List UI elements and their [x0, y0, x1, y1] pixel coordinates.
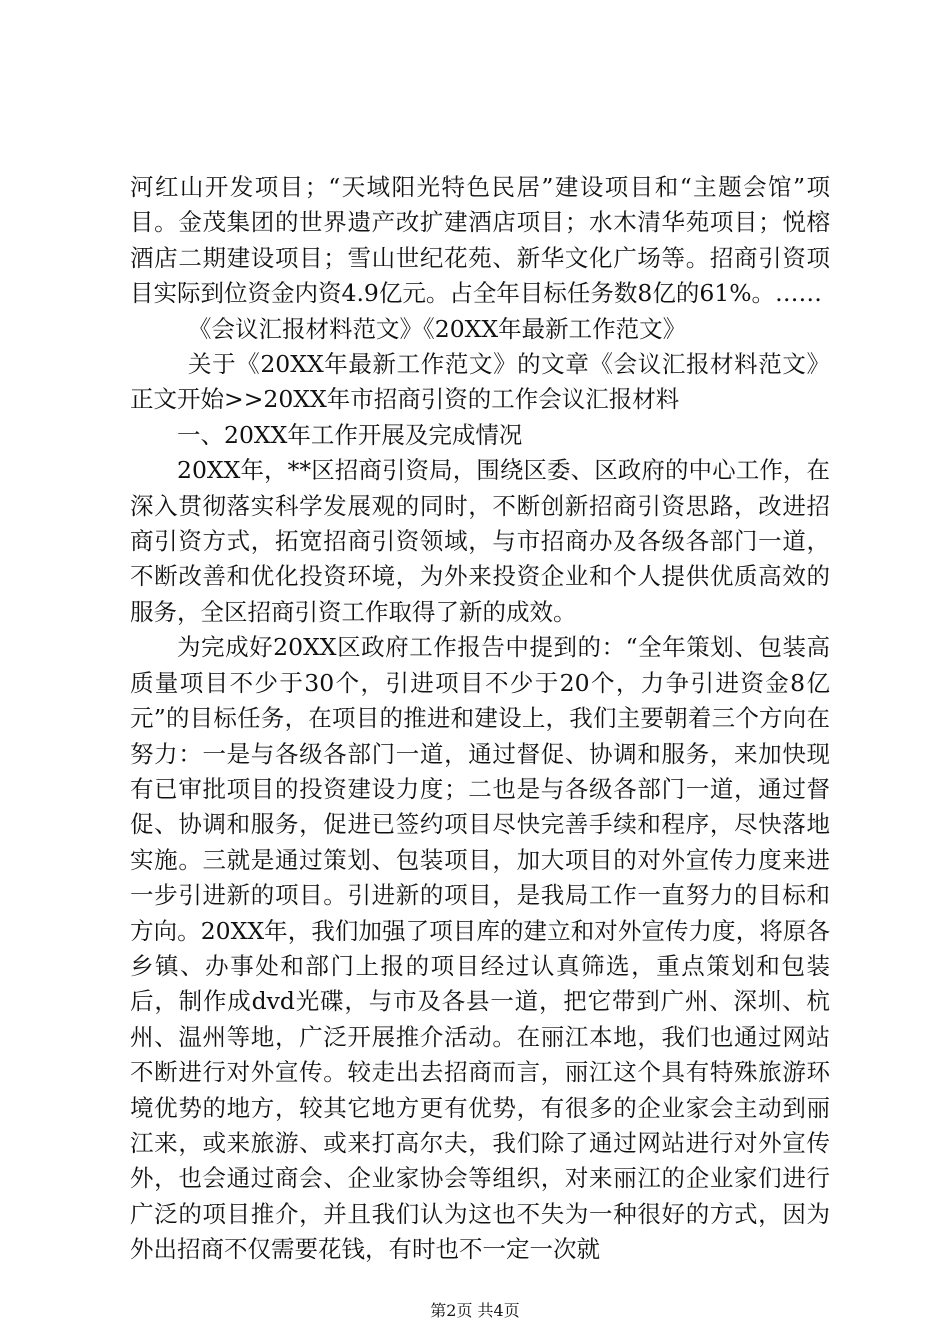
- paragraph-overview: 20XX年，**区招商引资局，围绕区委、区政府的中心工作，在深入贯彻落实科学发展观的同时，不断创新招商引资思路，改进招商引资方式，拓宽招商引资领域，与市招商办及各级各部门一道，不断改善和优化投资环境，为外来投资企业和个人提供优质高效的服务，全区招商引资工作取得了新的成效。: [130, 456, 830, 626]
- document-body: [130, 170, 830, 1268]
- paragraph-details: 为完成好20XX区政府工作报告中提到的：“全年策划、包装高质量项目不少于30个，引进项目不少于20个，力争引进资金8亿元”的目标任务，在项目的推进和建设上，我们主要朝着三个方向在努力：一是与各级各部门一道，通过督促、协调和服务，来加快现有已审批项目的投资建设力度；二也是与各级各部门一道，通过督促、协调和服务，促进已签约项目尽快完善手续和程序，尽快落地实施。三就是通过策划、包装项目，加大项目的对外宣传力度来进一步引进新的项目。引进新的项目，是我局工作一直努力的目标和方向。20XX年，我们加强了项目库的建立和对外宣传力度，将原各乡镇、办事处和部门上报的项目经过认真筛选，重点策划和包装后，制作成dvd光碟，与市及各县一道，把它带到广州、深圳、杭州、温州等地，广泛开展推介活动。在丽江本地，我们也通过网站不断进行对外宣传。较走出去招商而言，丽江这个具有特殊旅游环境优势的地方，较其它地方更有优势，有很多的企业家会主动到丽江来，或来旅游、或来打高尔夫，我们除了通过网站进行对外宣传外，也会通过商会、企业家协会等组织，对来丽江的企业家们进行广泛的项目推介，并且我们认为这也不失为一种很好的方式，因为外出招商不仅需要花钱，有时也不一定一次就: [130, 633, 830, 1264]
- paragraph-continuation: 河红山开发项目；“天域阳光特色民居”建设项目和“主题会馆”项目。金茂集团的世界遗产改扩建酒店项目；水木清华苑项目；悦榕酒店二期建设项目；雪山世纪花苑、新华文化广场等。招商引资项目实际到位资金内资4.9亿元。占全年目标任务数8亿的61%。……: [130, 173, 830, 308]
- paragraph-article-intro: 关于《20XX年最新工作范文》的文章《会议汇报材料范文》正文开始>>20XX年市招商引资的工作会议汇报材料: [130, 350, 830, 414]
- paragraph-title-tags: 《会议汇报材料范文》《20XX年最新工作范文》: [188, 314, 687, 343]
- page-number-footer: 第2页 共4页: [430, 1301, 520, 1320]
- section-heading: 一、20XX年工作开展及完成情况: [177, 420, 523, 449]
